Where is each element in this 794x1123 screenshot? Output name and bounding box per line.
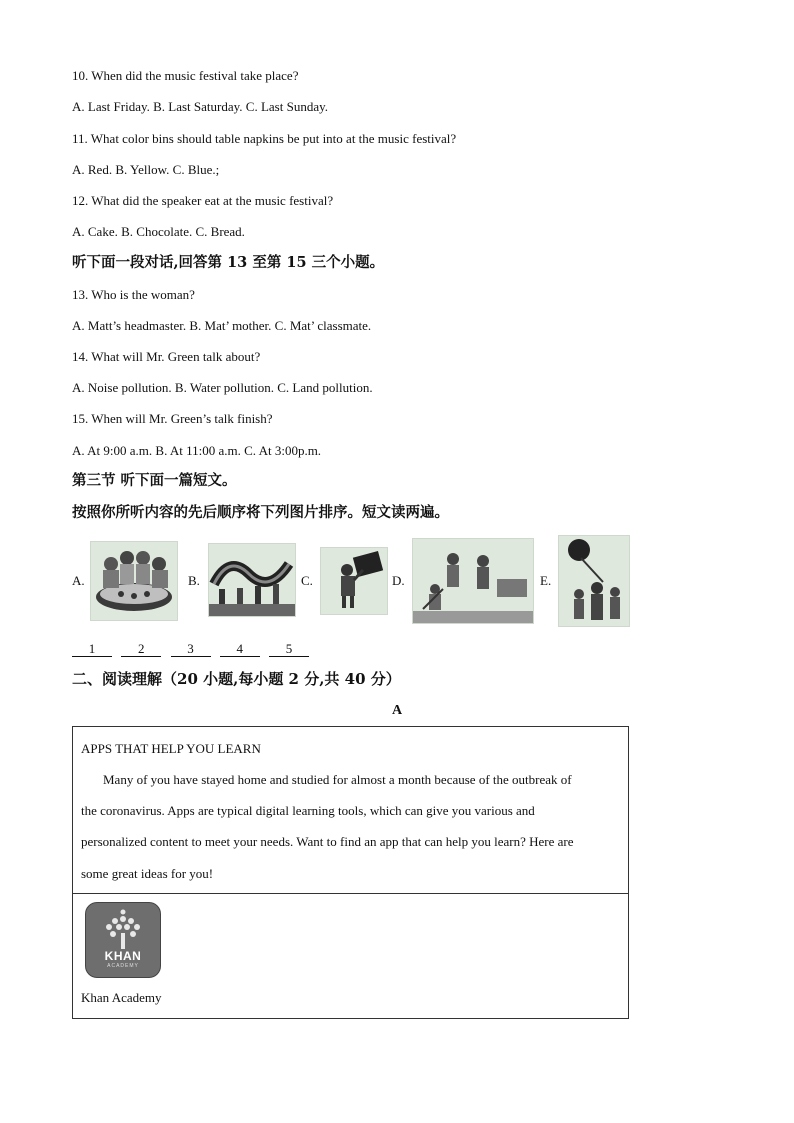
section-dialog-heading: 听下面一段对话,回答第 13 至第 15 三个小题。 [72,254,385,271]
passage-line-3: personalized content to meet your needs. Want to find an app that can help you learn? Here are [81,834,574,849]
picture-row [72,535,642,627]
blank-4[interactable]: 4 [220,641,260,657]
picture-label-d: D. [392,573,405,588]
section3-title: 第三节 听下面一篇短文。 [72,472,237,489]
khan-icon-subtext: ACADEMY [107,963,139,969]
question-12: 12. What did the speaker eat at the music festival? [72,193,334,208]
picture-label-a: A. [72,573,85,588]
app-name: Khan Academy [81,990,162,1005]
picture-label-b: B. [188,573,200,588]
answer-blanks [72,641,315,657]
app-box [72,892,629,1019]
blank-2[interactable]: 2 [121,641,161,657]
section3-instruction: 按照你所听内容的先后顺序将下列图片排序。短文读两遍。 [72,504,449,521]
question-11: 11. What color bins should table napkins be put into at the music festival? [72,131,457,146]
passage-line-1: Many of you have stayed home and studied for almost a month because of the outbreak of [103,772,572,787]
passage-line-2: the coronavirus. Apps are typical digital learning tools, which can give you various and [81,803,535,818]
answer-13: A. Matt’s headmaster. B. Mat’ mother. C. Mat’ classmate. [72,318,372,333]
khan-icon-text: KHAN [104,949,142,963]
passage-letter: A [391,703,403,718]
khan-academy-icon [85,902,161,978]
blank-1[interactable]: 1 [72,641,112,657]
question-15: 15. When will Mr. Green’s talk finish? [72,411,273,426]
question-10: 10. When did the music festival take place? [72,68,299,83]
question-13: 13. Who is the woman? [72,287,195,302]
answer-10: A. Last Friday. B. Last Saturday. C. Last Sunday. [72,99,328,114]
blank-3[interactable]: 3 [171,641,211,657]
picture-label-e: E. [540,573,552,588]
picture-b-dragon-dance [208,543,296,617]
picture-e-fireworks [558,535,630,627]
question-14: 14. What will Mr. Green talk about? [72,349,261,364]
picture-label-c: C. [301,573,313,588]
passage-heading: APPS THAT HELP YOU LEARN [81,741,261,756]
answer-12: A. Cake. B. Chocolate. C. Bread. [72,224,245,239]
passage-line-4: some great ideas for you! [81,866,214,881]
answer-11: A. Red. B. Yellow. C. Blue.; [72,162,220,177]
blank-5[interactable]: 5 [269,641,309,657]
passage-box [72,726,629,894]
answer-15: A. At 9:00 a.m. B. At 11:00 a.m. C. At 3:00p.m. [72,443,322,458]
picture-a-family-dinner [90,541,178,621]
picture-d-cleaning [412,538,534,624]
picture-c-couplet [320,547,388,615]
part2-title: 二、阅读理解（20 小题,每小题 2 分,共 40 分） [72,670,401,688]
answer-14: A. Noise pollution. B. Water pollution. C. Land pollution. [72,380,373,395]
